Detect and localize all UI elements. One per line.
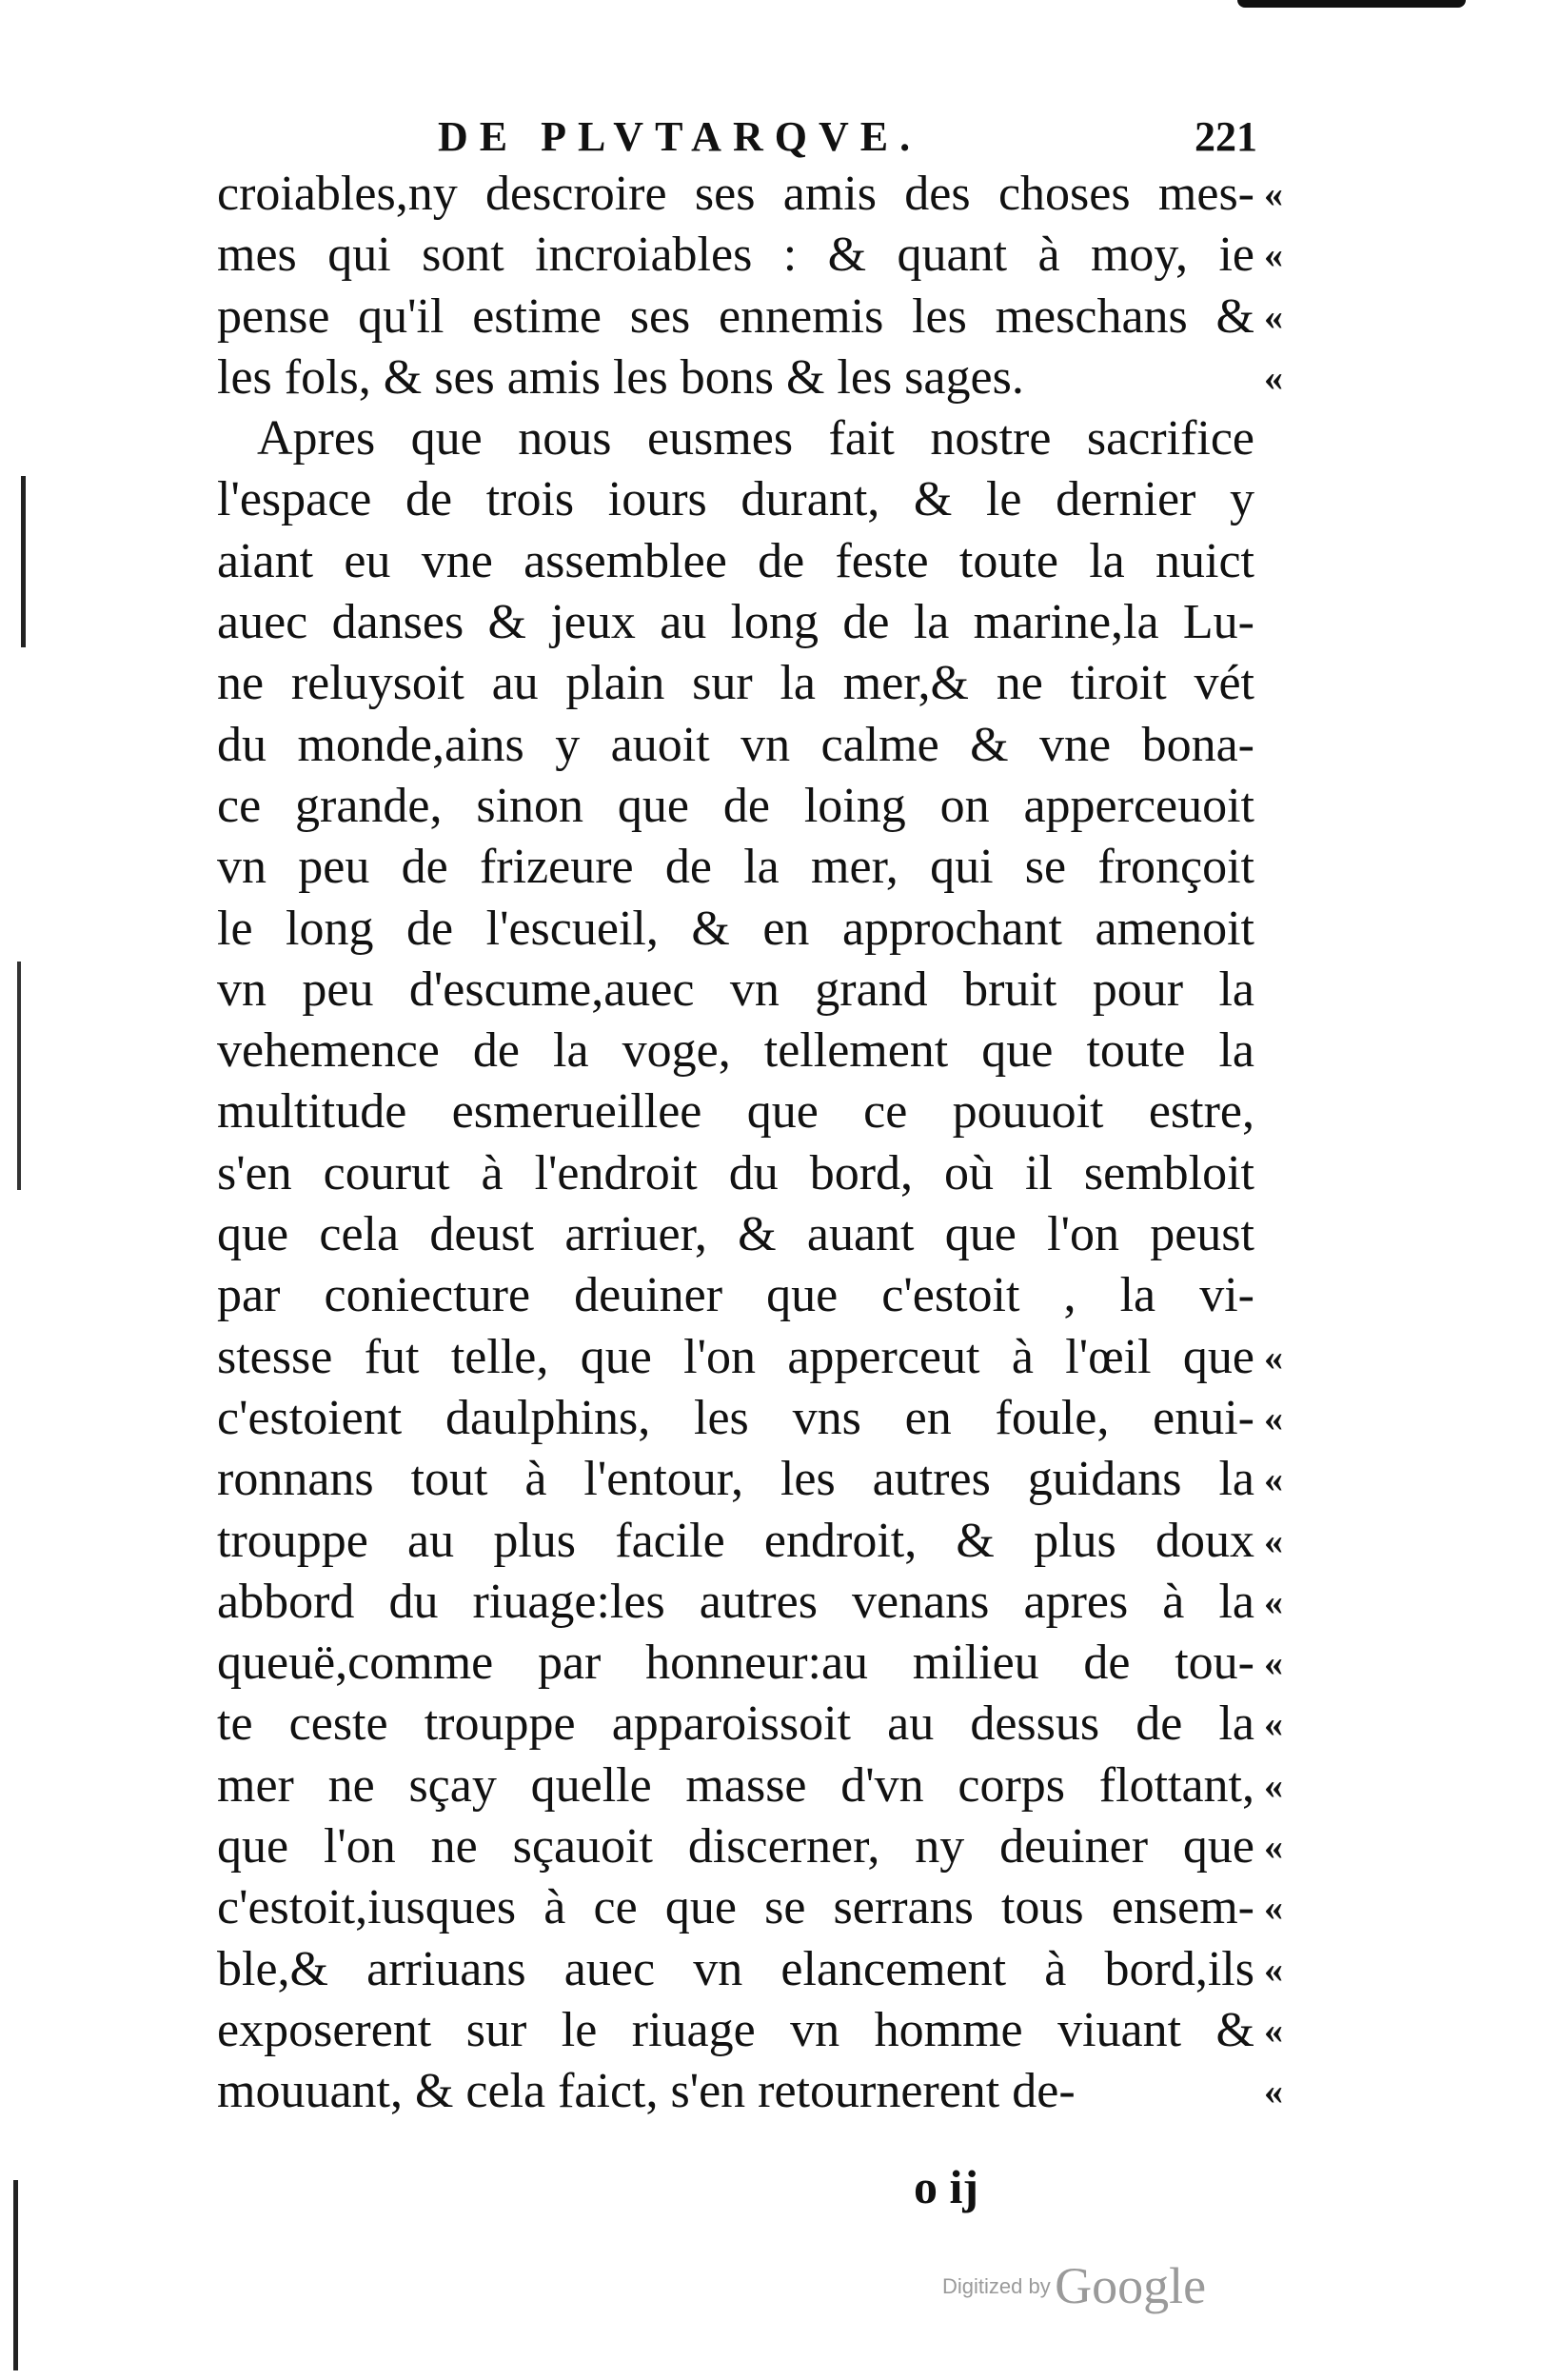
quote-mark: « bbox=[1264, 294, 1283, 338]
text-line: croiables,ny descroire ses amis des choses mes- bbox=[217, 167, 1254, 221]
quote-mark: « bbox=[1264, 1825, 1283, 1869]
quote-mark: « bbox=[1264, 1335, 1283, 1378]
quote-mark: « bbox=[1264, 1458, 1283, 1501]
text-line: par coniecture deuiner que c'estoit , la vi- bbox=[217, 1268, 1254, 1323]
quote-mark: « bbox=[1264, 172, 1283, 215]
quote-mark bbox=[1264, 960, 1302, 1021]
text-line: s'en courut à l'endroit du bord, où il sembloit bbox=[217, 1145, 1254, 1200]
text-line: mouuant, & cela faict, s'en retournerent de- bbox=[217, 2064, 1076, 2119]
quote-mark bbox=[1264, 1081, 1302, 1142]
text-line: mes qui sont incroiables : & quant à moy, ie bbox=[217, 228, 1254, 283]
text-line: que l'on ne sçauoit discerner, ny deuiner que bbox=[217, 1819, 1254, 1874]
running-head: DE PLVTARQVE. bbox=[438, 113, 922, 160]
quote-mark: « bbox=[1264, 2008, 1283, 2052]
quote-mark bbox=[1264, 1204, 1302, 1265]
scan-edge-mark bbox=[17, 962, 21, 1190]
text-line: c'estoit,iusques à ce que se serrans tous ensem- bbox=[217, 1880, 1254, 1935]
scan-edge-mark bbox=[1237, 0, 1466, 8]
quote-mark: « bbox=[1264, 1396, 1283, 1439]
text-line: vn peu de frizeure de la mer, qui se fronçoit bbox=[217, 840, 1254, 895]
text-line: multitude esmerueillee que ce pouuoit estre, bbox=[217, 1084, 1254, 1140]
scan-edge-mark bbox=[21, 476, 26, 647]
text-line: abbord du riuage:les autres venans apres à la bbox=[217, 1574, 1254, 1629]
text-line: aiant eu vne assemblee de feste toute la nuict bbox=[217, 533, 1254, 588]
quote-mark: « bbox=[1264, 355, 1283, 399]
quote-mark: « bbox=[1264, 1641, 1283, 1685]
text-line: du monde,ains y auoit vn calme & vne bona- bbox=[217, 717, 1254, 772]
quote-mark bbox=[1264, 408, 1302, 469]
text-line: vn peu d'escume,auec vn grand bruit pour la bbox=[217, 962, 1254, 1017]
page-number: 221 bbox=[1195, 113, 1257, 160]
text-line: queuë,comme par honneur:au milieu de tou- bbox=[217, 1636, 1254, 1691]
quote-mark bbox=[1264, 837, 1302, 898]
quote-mark: « bbox=[1264, 1518, 1283, 1562]
text-line: ronnans tout à l'entour, les autres guidans la bbox=[217, 1452, 1254, 1507]
quote-mark bbox=[1264, 776, 1302, 837]
scan-edge-mark bbox=[13, 2180, 18, 2370]
text-line: l'espace de trois iours durant, & le dernier y bbox=[217, 472, 1254, 527]
watermark-prefix: Digitized by bbox=[942, 2274, 1051, 2298]
quote-mark: « bbox=[1264, 1763, 1283, 1807]
text-line: mer ne sçay quelle masse d'vn corps flottant, bbox=[217, 1757, 1254, 1813]
quote-mark bbox=[1264, 653, 1302, 714]
quote-mark bbox=[1264, 1143, 1302, 1204]
quote-mark: « bbox=[1264, 1947, 1283, 1991]
text-line: vehemence de la voge, tellement que toute la bbox=[217, 1023, 1254, 1079]
quote-mark: « bbox=[1264, 233, 1283, 277]
watermark-brand: Google bbox=[1055, 2257, 1207, 2314]
signature-mark: o ij bbox=[914, 2160, 979, 2213]
quote-mark: « bbox=[1264, 1886, 1283, 1930]
quote-mark bbox=[1264, 899, 1302, 960]
quote-mark bbox=[1264, 1021, 1302, 1081]
quote-mark: « bbox=[1264, 1579, 1283, 1623]
text-line: ne reluysoit au plain sur la mer,& ne tiroit vét bbox=[217, 656, 1254, 711]
text-line: ce grande, sinon que de loing on apperceuoit bbox=[217, 778, 1254, 833]
text-line: ble,& arriuans auec vn elancement à bord,ils bbox=[217, 1941, 1254, 1996]
marginal-quote-marks bbox=[1264, 164, 1302, 2123]
quote-mark bbox=[1264, 531, 1302, 592]
quote-mark bbox=[1264, 1265, 1302, 1326]
quote-mark: « bbox=[1264, 2070, 1283, 2113]
text-line: trouppe au plus facile endroit, & plus doux bbox=[217, 1513, 1254, 1568]
text-line: les fols, & ses amis les bons & les sages. bbox=[217, 349, 1024, 405]
text-line: le long de l'escueil, & en approchant amenoit bbox=[217, 901, 1254, 956]
quote-mark bbox=[1264, 592, 1302, 653]
digitization-watermark bbox=[942, 2256, 1206, 2315]
text-line: stesse fut telle, que l'on apperceut à l'œil que bbox=[217, 1329, 1254, 1384]
text-line: Apres que nous eusmes fait nostre sacrifice bbox=[257, 411, 1254, 466]
text-line: que cela deust arriuer, & auant que l'on peust bbox=[217, 1207, 1254, 1262]
text-line: pense qu'il estime ses ennemis les meschans & bbox=[217, 288, 1254, 344]
text-line: exposerent sur le riuage vn homme viuant & bbox=[217, 2002, 1254, 2057]
text-line: c'estoient daulphins, les vns en foule, enui- bbox=[217, 1390, 1254, 1445]
quote-mark: « bbox=[1264, 1702, 1283, 1746]
body-text bbox=[217, 164, 1254, 2123]
quote-mark bbox=[1264, 715, 1302, 776]
text-line: te ceste trouppe apparoissoit au dessus de la bbox=[217, 1696, 1254, 1752]
quote-mark bbox=[1264, 469, 1302, 530]
text-line: auec danses & jeux au long de la marine,la Lu- bbox=[217, 595, 1254, 650]
